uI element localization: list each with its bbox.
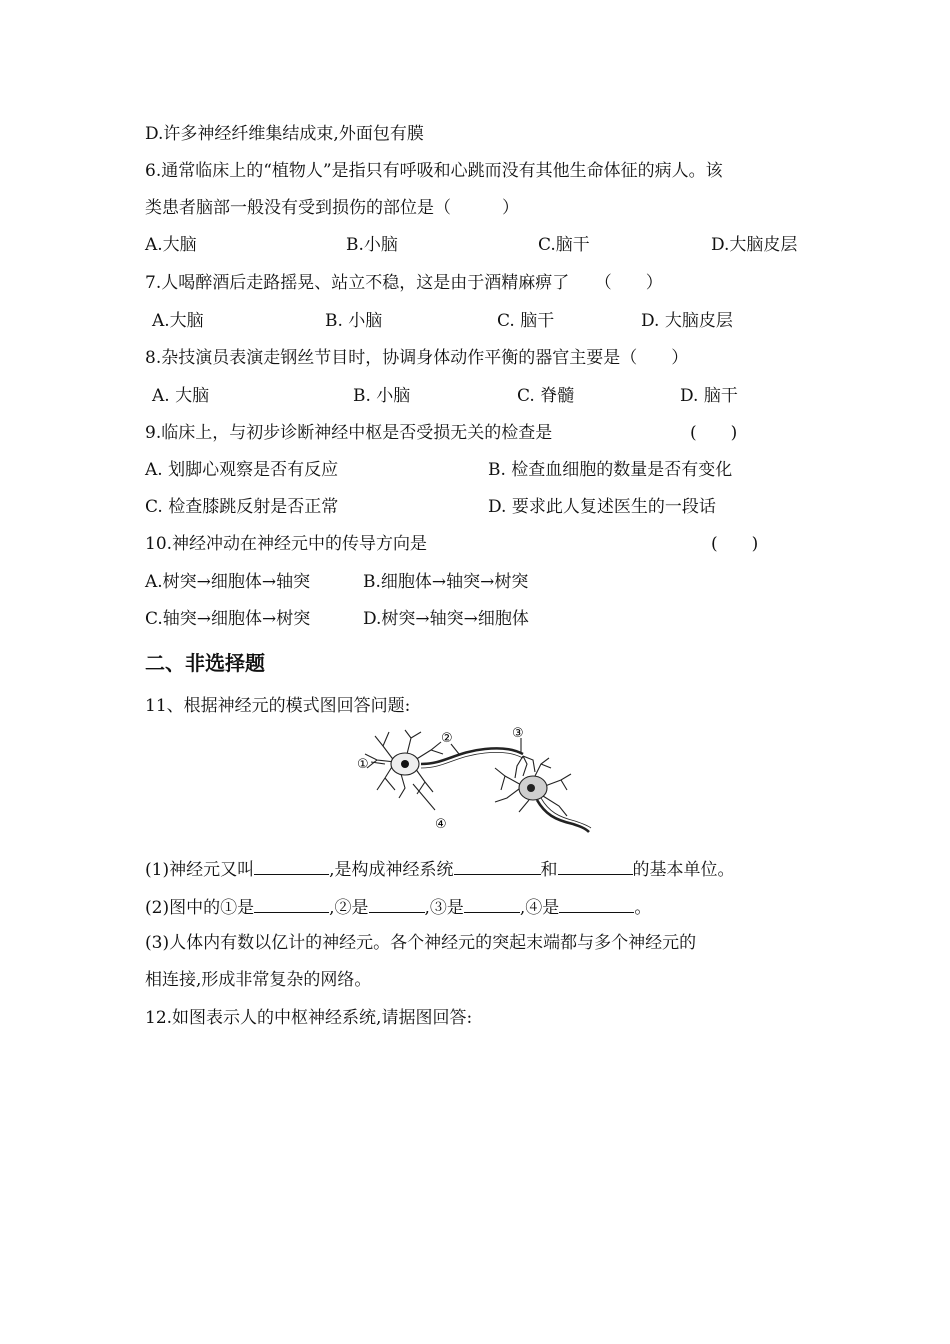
q11-p2-blank-1[interactable] <box>254 894 329 913</box>
q11-p1-blank-3[interactable] <box>558 856 633 875</box>
q7-option-a: A.大脑 <box>152 311 204 331</box>
q11-p1-blank-2[interactable] <box>454 856 541 875</box>
section-title: 二、非选择题 <box>145 651 265 675</box>
diagram-label-4: ④ <box>435 817 447 832</box>
q7-option-c: C. 脑干 <box>497 311 555 331</box>
neuron-diagram <box>355 724 595 839</box>
q11-part1 <box>145 856 735 882</box>
q10-option-d: D.树突→轴突→细胞体 <box>363 609 529 629</box>
q9-option-d: D. 要求此人复述医生的一段话 <box>488 497 716 517</box>
q6-option-b: B.小脑 <box>346 235 398 255</box>
q9-option-b: B. 检查血细胞的数量是否有变化 <box>488 460 733 480</box>
q11-p2-blank-2[interactable] <box>369 894 425 913</box>
q9-answer-paren: ( ) <box>690 423 738 443</box>
q11-p2-text-b: ,②是 <box>329 898 369 918</box>
q5-option-d: D.许多神经纤维集结成束,外面包有膜 <box>145 124 424 144</box>
q8-option-d: D. 脑干 <box>680 386 738 406</box>
q11-p2-text-e: 。 <box>634 898 652 918</box>
q11-part3-line1: (3)人体内有数以亿计的神经元。各个神经元的突起末端都与多个神经元的 <box>145 933 697 953</box>
q11-p1-text-b: ,是构成神经系统 <box>329 860 454 880</box>
q10-answer-paren: ( ) <box>711 534 759 554</box>
q9-option-a: A. 划脚心观察是否有反应 <box>145 460 339 480</box>
q9-option-c: C. 检查膝跳反射是否正常 <box>145 497 339 517</box>
q11-p2-text-d: ,④是 <box>519 898 560 918</box>
q8-option-c: C. 脊髓 <box>517 386 575 406</box>
q6-option-d: D.大脑皮层 <box>711 235 798 255</box>
q7-option-d: D. 大脑皮层 <box>641 311 733 331</box>
q10-option-b: B.细胞体→轴突→树突 <box>363 572 529 592</box>
q7-option-b: B. 小脑 <box>325 311 383 331</box>
q11-p2-text-c: ,③是 <box>424 898 464 918</box>
q12-stem: 12.如图表示人的中枢神经系统,请据图回答: <box>145 1008 473 1028</box>
q11-p1-blank-1[interactable] <box>254 856 329 875</box>
q7-stem: 7.人喝醉酒后走路摇晃、站立不稳，这是由于酒精麻痹了 （ ） <box>145 273 663 293</box>
q11-p1-text-c: 和 <box>540 860 558 880</box>
diagram-label-3: ③ <box>512 726 524 741</box>
q11-p1-text-d: 的基本单位。 <box>632 860 735 880</box>
q11-part2 <box>145 894 651 920</box>
q11-stem: 11、根据神经元的模式图回答问题: <box>145 696 411 716</box>
q6-option-a: A.大脑 <box>145 235 197 255</box>
q10-option-a: A.树突→细胞体→轴突 <box>145 572 311 592</box>
diagram-label-1: ① <box>357 757 369 772</box>
q8-stem: 8.杂技演员表演走钢丝节目时，协调身体动作平衡的器官主要是（ ） <box>145 348 689 368</box>
q11-p2-text-a: (2)图中的①是 <box>145 898 255 918</box>
diagram-label-2: ② <box>441 731 453 746</box>
q11-p2-blank-4[interactable] <box>559 894 634 913</box>
q6-stem-line2: 类患者脑部一般没有受到损伤的部位是（ ） <box>145 198 519 218</box>
q11-p1-text-a: (1)神经元又叫 <box>145 860 255 880</box>
q8-option-a: A. 大脑 <box>152 386 210 406</box>
q11-part3-line2: 相连接,形成非常复杂的网络。 <box>145 970 372 990</box>
q10-stem: 10.神经冲动在神经元中的传导方向是 <box>145 534 428 554</box>
q6-option-c: C.脑干 <box>538 235 590 255</box>
q11-p2-blank-3[interactable] <box>464 894 520 913</box>
q9-stem: 9.临床上，与初步诊断神经中枢是否受损无关的检查是 <box>145 423 553 443</box>
q10-option-c: C.轴突→细胞体→树突 <box>145 609 311 629</box>
q8-option-b: B. 小脑 <box>353 386 411 406</box>
q6-stem-line1: 6.通常临床上的“植物人”是指只有呼吸和心跳而没有其他生命体征的病人。该 <box>145 161 723 181</box>
